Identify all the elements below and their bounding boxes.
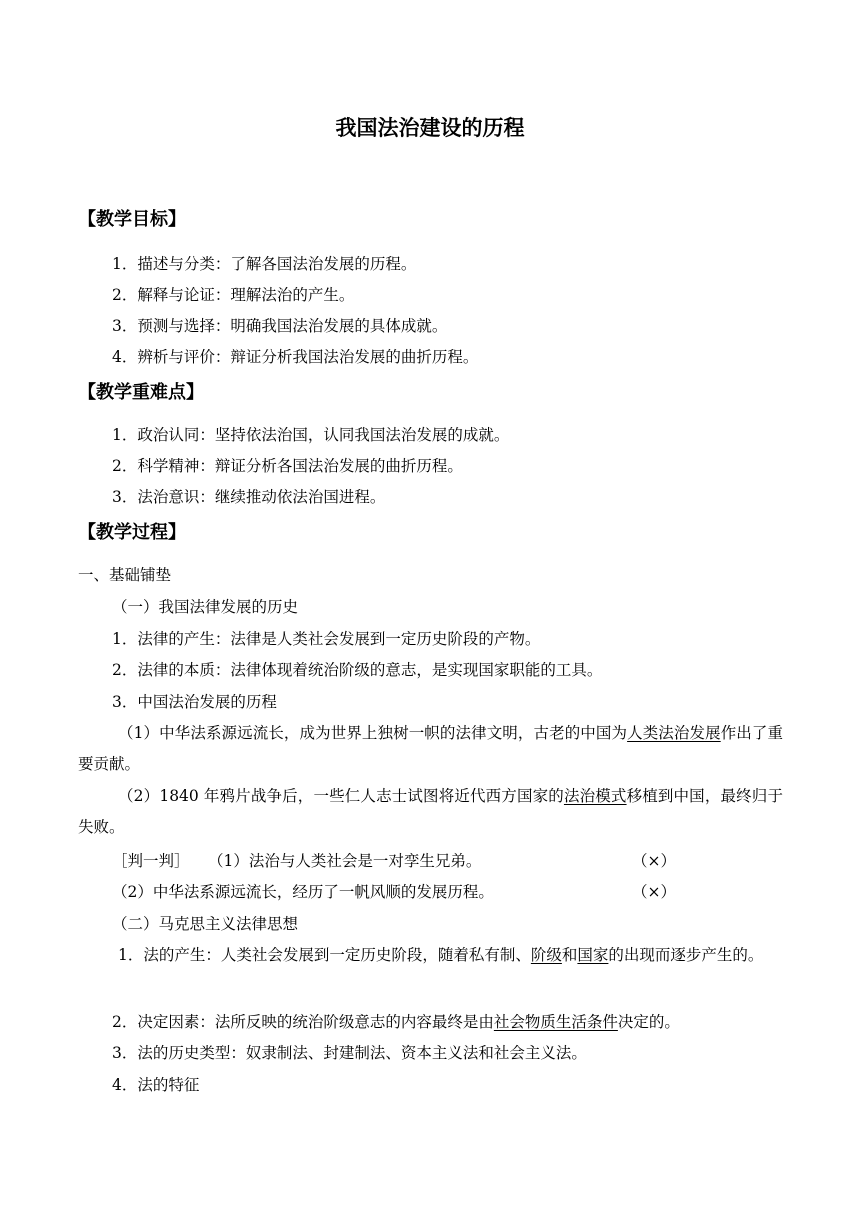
law-nature-line: 2．法律的本质：法律体现着统治阶级的意志，是实现国家职能的工具。 — [112, 661, 603, 679]
judge-label: ［判一判］ — [112, 852, 190, 870]
paragraph-law-origin: 1．法的产生：人类社会发展到一定历史阶段，随着私有制、阶级和国家的出现而逐步产生的。 — [118, 946, 764, 964]
paragraph-chinese-legal-system: （1）中华法系源远流长，成为世界上独树一帜的法律文明，古老的中国为人类法治发展作出了重要贡献。 — [78, 724, 783, 773]
judge-item-2: （2）中华法系源远流长，经历了一帆风顺的发展历程。 — [112, 883, 494, 901]
law-types-line: 3．法的历史类型：奴隶制法、封建制法、资本主义法和社会主义法。 — [112, 1044, 587, 1062]
judge-mark-1: （×） — [632, 852, 676, 870]
subsection-law-history: （一）我国法律发展的历史 — [112, 598, 299, 616]
goals-heading: 【教学目标】 — [78, 209, 186, 230]
document-title: 我国法治建设的历程 — [335, 115, 525, 140]
law-origin-line: 1．法律的产生：法律是人类社会发展到一定历史阶段的产物。 — [112, 630, 541, 648]
section-basics: 一、基础铺垫 — [78, 566, 172, 584]
underlined-term: 法治模式 — [563, 787, 627, 805]
law-features-line: 4．法的特征 — [112, 1076, 200, 1094]
process-heading: 【教学过程】 — [78, 522, 186, 543]
underlined-term: 社会物质生活条件 — [493, 1013, 618, 1031]
subsection-marxist-law: （二）马克思主义法律思想 — [112, 915, 299, 933]
paragraph-opium-war: （2）1840 年鸦片战争后，一些仁人志士试图将近代西方国家的法治模式移植到中国，最终归于失败。 — [78, 787, 783, 836]
goal-item-3: 3．预测与选择：明确我国法治发展的具体成就。 — [112, 317, 448, 335]
underlined-term: 国家 — [577, 946, 609, 964]
goal-item-2: 2．解释与论证：理解法治的产生。 — [112, 286, 355, 304]
judge-mark-2: （×） — [632, 883, 676, 901]
goal-item-1: 1．描述与分类：了解各国法治发展的历程。 — [112, 255, 417, 273]
keypoint-item-1: 1．政治认同：坚持依法治国，认同我国法治发展的成就。 — [112, 426, 510, 444]
goal-item-4: 4．辨析与评价：辩证分析我国法治发展的曲折历程。 — [112, 348, 479, 366]
judge-item-1: （1）法治与人类社会是一对孪生兄弟。 — [208, 852, 482, 870]
china-rule-of-law-history: 3．中国法治发展的历程 — [112, 693, 277, 711]
keypoints-heading: 【教学重难点】 — [78, 382, 204, 403]
keypoint-item-3: 3．法治意识：继续推动依法治国进程。 — [112, 488, 386, 506]
underlined-term: 人类法治发展 — [627, 724, 721, 742]
keypoint-item-2: 2．科学精神：辩证分析各国法治发展的曲折历程。 — [112, 457, 463, 475]
determining-factor-line: 2．决定因素：法所反映的统治阶级意志的内容最终是由社会物质生活条件决定的。 — [112, 1013, 680, 1031]
underlined-term: 阶级 — [530, 946, 562, 964]
